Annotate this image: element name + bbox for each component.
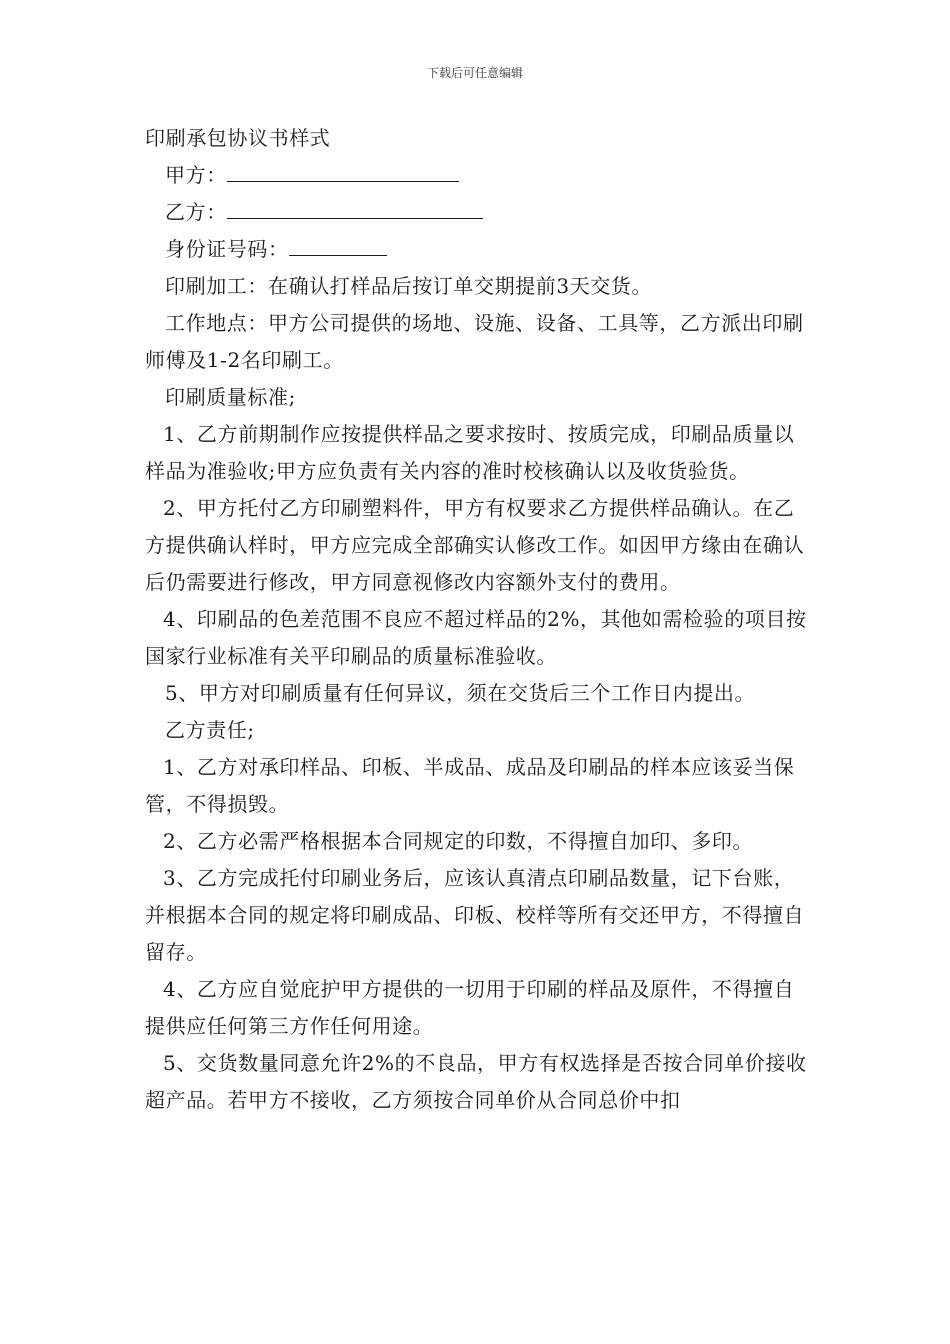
- paragraph-duty-1: 1、乙方对承印样品、印板、半成品、成品及印刷品的样本应该妥当保管，不得损毁。: [145, 755, 795, 816]
- paragraph-duty-2: 2、乙方必需严格根据本合同规定的印数，不得擅自加印、多印。: [163, 829, 754, 853]
- id-number-label: 身份证号码：: [165, 237, 289, 261]
- paragraph-delivery: 印刷加工：在确认打样品后按订单交期提前3天交货。: [165, 274, 653, 298]
- paragraph-quality-1: 1、乙方前期制作应按提供样品之要求按时、按质完成，印刷品质量以样品为准验收;甲方应负责有关内容的准时校核确认以及收货验货。: [145, 422, 795, 483]
- paragraph-duty-5: 5、交货数量同意允许2%的不良品，甲方有权选择是否按合同单价接收超产品。若甲方不接收，乙方须按合同单价从合同总价中扣: [145, 1051, 807, 1112]
- paragraph-quality-4: 4、印刷品的色差范围不良应不超过样品的2%，其他如需检验的项目按国家行业标准有关平印刷品的质量标准验收。: [145, 607, 807, 668]
- paragraph-duty-4: 4、乙方应自觉庇护甲方提供的一切用于印刷的样品及原件，不得擅自提供应任何第三方作任何用途。: [145, 977, 795, 1038]
- party-a-field: [145, 157, 810, 194]
- document-body: [145, 120, 810, 1119]
- document-title: 印刷承包协议书样式: [145, 126, 331, 150]
- id-number-blank: [289, 231, 387, 256]
- party-b-label: 乙方：: [165, 200, 227, 224]
- paragraph-workplace: 工作地点：甲方公司提供的场地、设施、设备、工具等，乙方派出印刷师傅及1-2名印刷工。: [145, 311, 804, 372]
- paragraph-quality-2: 2、甲方托付乙方印刷塑料件，甲方有权要求乙方提供样品确认。在乙方提供确认样时，甲方应完成全部确实认修改工作。如因甲方缘由在确认后仍需要进行修改，甲方同意视修改内容额外支付的费用。: [145, 496, 805, 594]
- heading-party-b-duty: 乙方责任;: [165, 718, 255, 742]
- paragraph-duty-3: 3、乙方完成托付印刷业务后，应该认真清点印刷品数量，记下台账，并根据本合同的规定将印刷成品、印板、校样等所有交还甲方，不得擅自留存。: [145, 866, 805, 964]
- party-a-label: 甲方：: [165, 163, 227, 187]
- party-b-blank: [227, 194, 483, 219]
- party-a-blank: [227, 157, 459, 182]
- party-b-field: [145, 194, 810, 231]
- header-note: 下载后可任意编辑: [426, 66, 523, 80]
- id-number-field: [145, 231, 810, 268]
- heading-quality-standard: 印刷质量标准;: [165, 385, 296, 409]
- paragraph-quality-5: 5、甲方对印刷质量有任何异议，须在交货后三个工作日内提出。: [165, 681, 756, 705]
